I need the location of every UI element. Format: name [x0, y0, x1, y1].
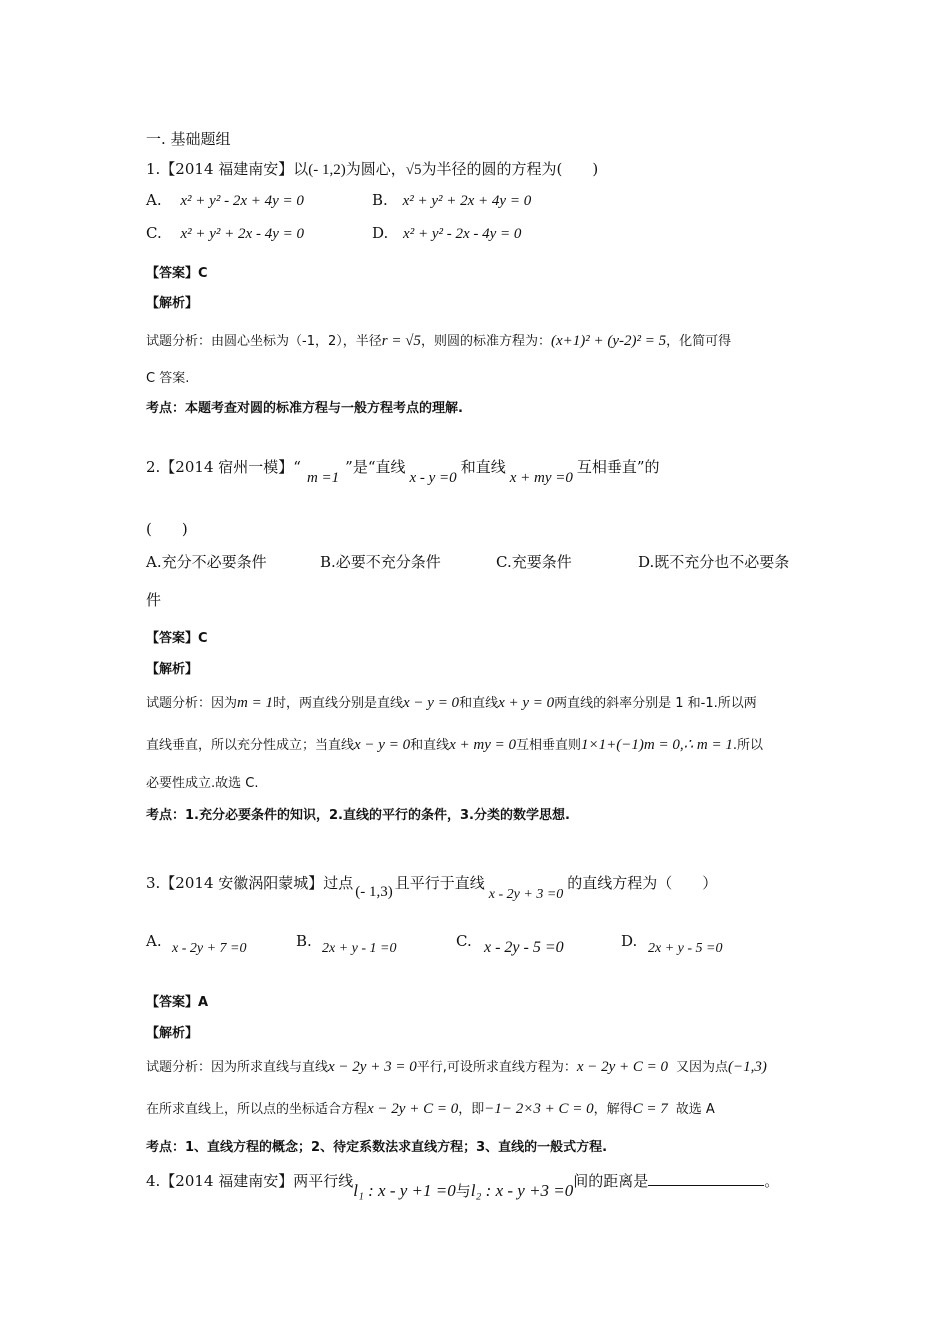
q2-analysis-line-3: 必要性成立.故选 C. — [146, 776, 259, 791]
q4-stem-b: 间的距离是 — [573, 1172, 649, 1190]
q3-analysis-math: C = 7 — [632, 1101, 668, 1117]
question-4-stem — [146, 1170, 780, 1200]
q1-stem-a: 1.【2014 福建南安】以 — [146, 160, 309, 178]
q1-analysis-text: 试题分析：由圆心坐标为（-1，2），半径 — [146, 334, 382, 349]
q1-option-d-label: D. — [372, 224, 389, 242]
q3-analysis-math: x − 2y + 3 = 0 — [328, 1059, 417, 1075]
q2-analysis-text: 和直线 — [410, 738, 450, 753]
q1-option-d — [372, 224, 521, 243]
q2-analysis-line-2 — [146, 734, 763, 754]
q3-option-b: 2x + y - 1 =0 — [322, 941, 397, 956]
q4-answer-blank[interactable] — [648, 1171, 764, 1186]
q1-option-a — [146, 191, 304, 210]
q2-analysis-text: .所以 — [732, 738, 763, 753]
q3-option-d: 2x + y - 5 =0 — [648, 941, 723, 956]
q1-analysis-text: ，化简可得 — [666, 334, 732, 349]
q3-point: (- 1,3) — [355, 884, 393, 900]
q1-option-d-eq: x² + y² - 2x - 4y = 0 — [403, 226, 522, 242]
q1-stem-c: 为半径的圆的方程为( ) — [421, 160, 599, 178]
q1-option-a-label: A. — [146, 191, 162, 209]
q2-option-c: C.充要条件 — [496, 553, 572, 571]
q3-stem-b: 且平行于直线 — [394, 874, 485, 892]
q3-analysis-text: ，即 — [458, 1102, 485, 1117]
q3-analysis-text: 又因为点 — [676, 1060, 729, 1075]
q1-option-c-label: C. — [146, 224, 162, 242]
q2-option-d-wrap: 件 — [146, 591, 162, 609]
q2-analysis-math: m = 1 — [237, 695, 273, 711]
q4-stem-a: 4.【2014 福建南安】两平行线 — [146, 1172, 354, 1190]
q1-analysis-label: 【解析】 — [146, 296, 199, 311]
q2-stem-d: 互相垂直”的 — [576, 458, 660, 476]
section-title: 一. 基础题组 — [146, 130, 231, 148]
q1-center-point: (- 1,2) — [308, 162, 346, 178]
q1-stem-b: 为圆心， — [345, 160, 406, 178]
q3-analysis-text: 平行,可设所求直线方程为： — [416, 1060, 577, 1075]
q2-analysis-math: x + my = 0 — [449, 737, 516, 753]
q2-stem-c: 和直线 — [460, 458, 506, 476]
q3-line: x - 2y + 3 =0 — [488, 887, 564, 902]
q3-option-b-label: B. — [296, 932, 312, 950]
q2-analysis-math: x + y = 0 — [498, 695, 555, 711]
q1-kaodian: 考点：本题考查对圆的标准方程与一般方程考点的理解. — [146, 401, 463, 416]
q2-line-2: x + my =0 — [509, 470, 573, 486]
q2-analysis-text: 和直线 — [459, 696, 499, 711]
q1-option-b-label: B. — [372, 191, 388, 209]
q1-analysis-text: ，则圆的标准方程为： — [420, 334, 551, 349]
q2-analysis-text: 直线垂直，所以充分性成立；当直线 — [146, 738, 355, 753]
q3-option-a-label: A. — [146, 932, 162, 950]
q3-analysis-text: 故选 A — [675, 1102, 715, 1117]
q3-analysis-math: (−1,3) — [728, 1059, 767, 1075]
q1-option-b-eq: x² + y² + 2x + 4y = 0 — [402, 193, 532, 209]
q2-stem-b: ”是“直线 — [345, 458, 406, 476]
q1-radius: √5 — [405, 162, 422, 178]
q2-analysis-text: 两直线的斜率分别是 1 和-1.所以两 — [554, 696, 757, 711]
question-3-stem — [146, 872, 718, 902]
q3-answer: 【答案】A — [146, 995, 209, 1010]
q2-analysis-text: 时，两直线分别是直线 — [272, 696, 403, 711]
q3-analysis-line-1 — [146, 1056, 767, 1076]
q1-answer: 【答案】C — [146, 266, 208, 281]
q3-analysis-math: x − 2y + C = 0 — [367, 1101, 459, 1117]
q3-option-c: x - 2y - 5 =0 — [484, 939, 564, 956]
q3-option-c-label: C. — [456, 932, 472, 950]
question-1-stem — [146, 158, 598, 179]
q1-analysis-line-2: C 答案. — [146, 371, 190, 386]
q2-analysis-math: 1×1+(−1)m = 0,∴ m = 1 — [581, 737, 733, 753]
q3-analysis-math: x − 2y + C = 0 — [576, 1059, 669, 1075]
q3-analysis-text: 在所求直线上，所以点的坐标适合方程 — [146, 1102, 368, 1117]
q1-option-b — [372, 191, 531, 210]
q1-option-a-eq: x² + y² - 2x + 4y = 0 — [180, 193, 304, 209]
q2-analysis-math: x − y = 0 — [403, 695, 460, 711]
q2-analysis-line-1 — [146, 692, 757, 712]
q4-connector: 与 — [455, 1182, 471, 1200]
q3-option-a: x - 2y + 7 =0 — [172, 941, 247, 956]
q1-option-c — [146, 224, 304, 243]
q2-analysis-text: 试题分析：因为 — [146, 696, 238, 711]
q4-end: 。 — [764, 1172, 780, 1190]
q2-condition: m =1 — [306, 470, 340, 486]
q2-answer: 【答案】C — [146, 631, 208, 646]
q2-option-b: B.必要不充分条件 — [320, 553, 441, 571]
q3-analysis-math: −1− 2×3 + C = 0 — [484, 1101, 594, 1117]
q2-kaodian: 考点：1.充分必要条件的知识，2.直线的平行的条件，3.分类的数学思想. — [146, 808, 570, 823]
q3-kaodian: 考点：1、直线方程的概念；2、待定系数法求直线方程；3、直线的一般式方程. — [146, 1140, 608, 1155]
q1-analysis-line-1 — [146, 330, 731, 350]
q2-option-a: A.充分不必要条件 — [146, 553, 267, 571]
q2-analysis-math: x − y = 0 — [354, 737, 411, 753]
q2-stem-a: 2.【2014 宿州一模】“ — [146, 458, 301, 476]
q1-option-c-eq: x² + y² + 2x - 4y = 0 — [180, 226, 304, 242]
q2-analysis-label: 【解析】 — [146, 662, 199, 677]
q1-analysis-equation: (x+1)² + (y-2)² = 5 — [550, 333, 667, 349]
q2-analysis-text: 互相垂直则 — [516, 738, 582, 753]
q3-stem-a: 3.【2014 安徽涡阳蒙城】过点 — [146, 874, 354, 892]
q3-stem-c: 的直线方程为（ ） — [567, 874, 718, 892]
q3-option-d-label: D. — [621, 932, 638, 950]
q3-analysis-label: 【解析】 — [146, 1026, 199, 1041]
q1-analysis-radius: r = √5 — [381, 333, 421, 349]
q2-option-d: D.既不充分也不必要条 — [638, 553, 790, 571]
q2-paren: ( ) — [146, 520, 188, 538]
question-2-stem — [146, 456, 660, 486]
q2-line-1: x - y =0 — [409, 470, 457, 486]
q3-analysis-text: 试题分析：因为所求直线与直线 — [146, 1060, 329, 1075]
q3-analysis-text: ，解得 — [593, 1102, 633, 1117]
q4-line-1: l₁ : x - y +1 =0 — [353, 1181, 456, 1200]
q4-line-2: l₂ : x - y +3 =0 — [470, 1181, 574, 1200]
q3-analysis-line-2 — [146, 1098, 715, 1118]
